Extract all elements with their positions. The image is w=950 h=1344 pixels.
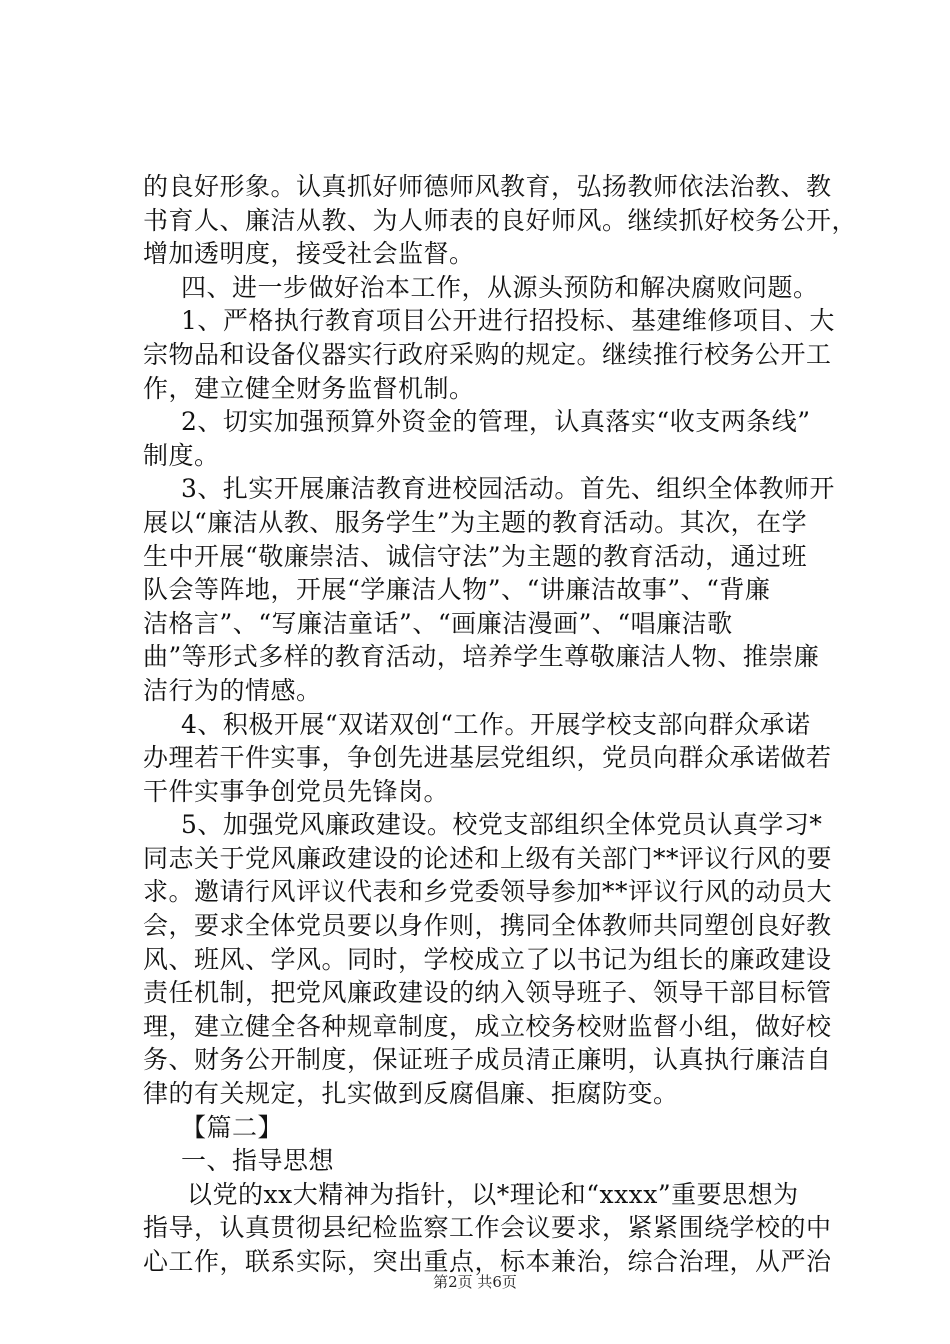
text-line: 同志关于党风廉政建设的论述和上级有关部门**评议行风的要 [143, 843, 833, 873]
page-footer: 第2页 共6页 [433, 1273, 517, 1291]
text-line: 务、财务公开制度，保证班子成员清正廉明，认真执行廉洁自 [143, 1045, 832, 1075]
section-title: 【篇二】 [181, 1112, 284, 1142]
text-line: 指导，认真贯彻县纪检监察工作会议要求，紧紧围绕学校的中 [143, 1213, 832, 1243]
text-line: 理，建立健全各种规章制度，成立校务校财监督小组，做好校 [143, 1011, 832, 1041]
text-line: 队会等阵地，开展“学廉洁人物”、“讲廉洁故事”、“背廉 [143, 575, 771, 605]
text-line: 责任机制，把党风廉政建设的纳入领导班子、领导干部目标管 [143, 978, 832, 1008]
text-line: 的良好形象。认真抓好师德师风教育，弘扬教师依法治教、教 [143, 172, 832, 201]
text-line: 干件实事争创党员先锋岗。 [143, 776, 450, 806]
text-line: 心工作，联系实际，突出重点，标本兼治，综合治理，从严治 [143, 1247, 832, 1276]
text-line: 求。邀请行风评议代表和乡党委领导参加**评议行风的动员大 [143, 877, 833, 907]
text-line: 作，建立健全财务监督机制。 [143, 373, 475, 403]
text-line: 会，要求全体党员要以身作则，携同全体教师共同塑创良好教 [143, 911, 832, 941]
section-heading: 四、进一步做好治本工作，从源头预防和解决腐败问题。 [181, 272, 819, 302]
text-line: 5、加强党风廉政建设。校党支部组织全体党员认真学习* [181, 810, 823, 840]
text-line: 洁行为的情感。 [143, 675, 322, 705]
document-body [143, 170, 858, 1279]
text-line: 洁格言”、“写廉洁童话”、“画廉洁漫画”、“唱廉洁歌 [143, 608, 733, 638]
text-line: 增加透明度，接受社会监督。 [143, 239, 475, 269]
text-line: 4、积极开展“双诺双创“工作。开展学校支部向群众承诺 [181, 709, 811, 739]
text-line: 展以“廉洁从教、服务学生”为主题的教育活动。其次，在学 [143, 507, 808, 537]
text-line: 以党的xx大精神为指针，以*理论和“xxxx”重要思想为 [187, 1179, 799, 1209]
text-line: 曲”等形式多样的教育活动，培养学生尊敬廉洁人物、推崇廉 [143, 642, 820, 672]
text-line: 制度。 [143, 440, 220, 470]
text-line: 1、严格执行教育项目公开进行招投标、基建维修项目、大 [181, 306, 835, 336]
text-line: 风、班风、学风。同时，学校成立了以书记为组长的廉政建设 [143, 944, 832, 974]
text-line: 办理若干件实事，争创先进基层党组织，党员向群众承诺做若 [143, 743, 832, 773]
section-heading: 一、指导思想 [181, 1146, 335, 1176]
text-line: 律的有关规定，扎实做到反腐倡廉、拒腐防变。 [143, 1079, 679, 1109]
text-line: 2、切实加强预算外资金的管理，认真落实“收支两条线” [181, 407, 811, 437]
text-line: 宗物品和设备仪器实行政府采购的规定。继续推行校务公开工 [143, 339, 832, 369]
text-line: 3、扎实开展廉洁教育进校园活动。首先、组织全体教师开 [181, 474, 835, 504]
text-line: 生中开展“敬廉崇洁、诚信守法”为主题的教育活动，通过班 [143, 541, 808, 571]
text-line: 书育人、廉洁从教、为人师表的良好师风。继续抓好校务公开， [143, 205, 858, 235]
